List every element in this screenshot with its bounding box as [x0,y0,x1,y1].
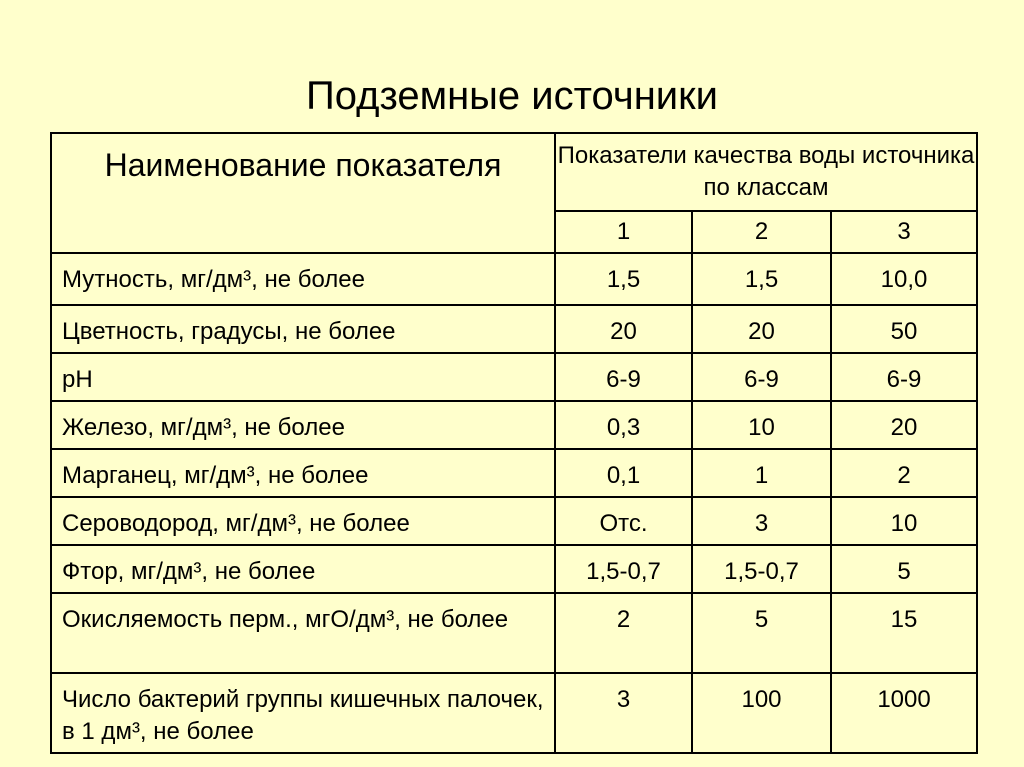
table-row [51,353,977,401]
row-value-class-3: 15 [831,593,977,673]
table-row [51,593,977,673]
table-row [51,545,977,593]
header-class-3: 3 [831,211,977,253]
page-title: Подземные источники [306,74,718,118]
table-row [51,449,977,497]
row-value-class-1: 3 [555,673,692,753]
table-row [51,401,977,449]
header-indicator-name: Наименование показателя [51,133,555,253]
row-value-class-3: 5 [831,545,977,593]
row-label: Фтор, мг/дм³, не более [51,545,555,593]
row-value-class-2: 5 [692,593,831,673]
row-value-class-3: 1000 [831,673,977,753]
row-value-class-1: 1,5-0,7 [555,545,692,593]
row-value-class-2: 6-9 [692,353,831,401]
row-value-class-3: 20 [831,401,977,449]
row-value-class-1: 20 [555,305,692,353]
row-value-class-2: 100 [692,673,831,753]
table-header-row [51,133,977,211]
row-label: pH [51,353,555,401]
table-row [51,673,977,753]
water-quality-table [50,132,978,754]
row-value-class-2: 1 [692,449,831,497]
header-quality-classes: Показатели качества воды источника по классам [555,133,977,211]
row-value-class-3: 10 [831,497,977,545]
row-label: Мутность, мг/дм³, не более [51,253,555,305]
row-value-class-3: 6-9 [831,353,977,401]
row-label: Железо, мг/дм³, не более [51,401,555,449]
row-value-class-3: 50 [831,305,977,353]
row-value-class-1: 0,3 [555,401,692,449]
row-value-class-3: 2 [831,449,977,497]
row-label: Марганец, мг/дм³, не более [51,449,555,497]
row-label: Сероводород, мг/дм³, не более [51,497,555,545]
row-value-class-1: 6-9 [555,353,692,401]
row-value-class-1: 1,5 [555,253,692,305]
row-value-class-2: 20 [692,305,831,353]
table-row [51,497,977,545]
header-class-2: 2 [692,211,831,253]
row-value-class-2: 1,5-0,7 [692,545,831,593]
table-row [51,305,977,353]
row-value-class-3: 10,0 [831,253,977,305]
row-value-class-1: Отс. [555,497,692,545]
row-value-class-2: 3 [692,497,831,545]
row-value-class-2: 10 [692,401,831,449]
row-value-class-2: 1,5 [692,253,831,305]
row-value-class-1: 0,1 [555,449,692,497]
row-value-class-1: 2 [555,593,692,673]
row-label: Окисляемость перм., мгО/дм³, не более [51,593,555,673]
table-row [51,253,977,305]
row-label: Число бактерий группы кишечных палочек, в 1 дм³, не более [51,673,555,753]
row-label: Цветность, градусы, не более [51,305,555,353]
header-class-1: 1 [555,211,692,253]
